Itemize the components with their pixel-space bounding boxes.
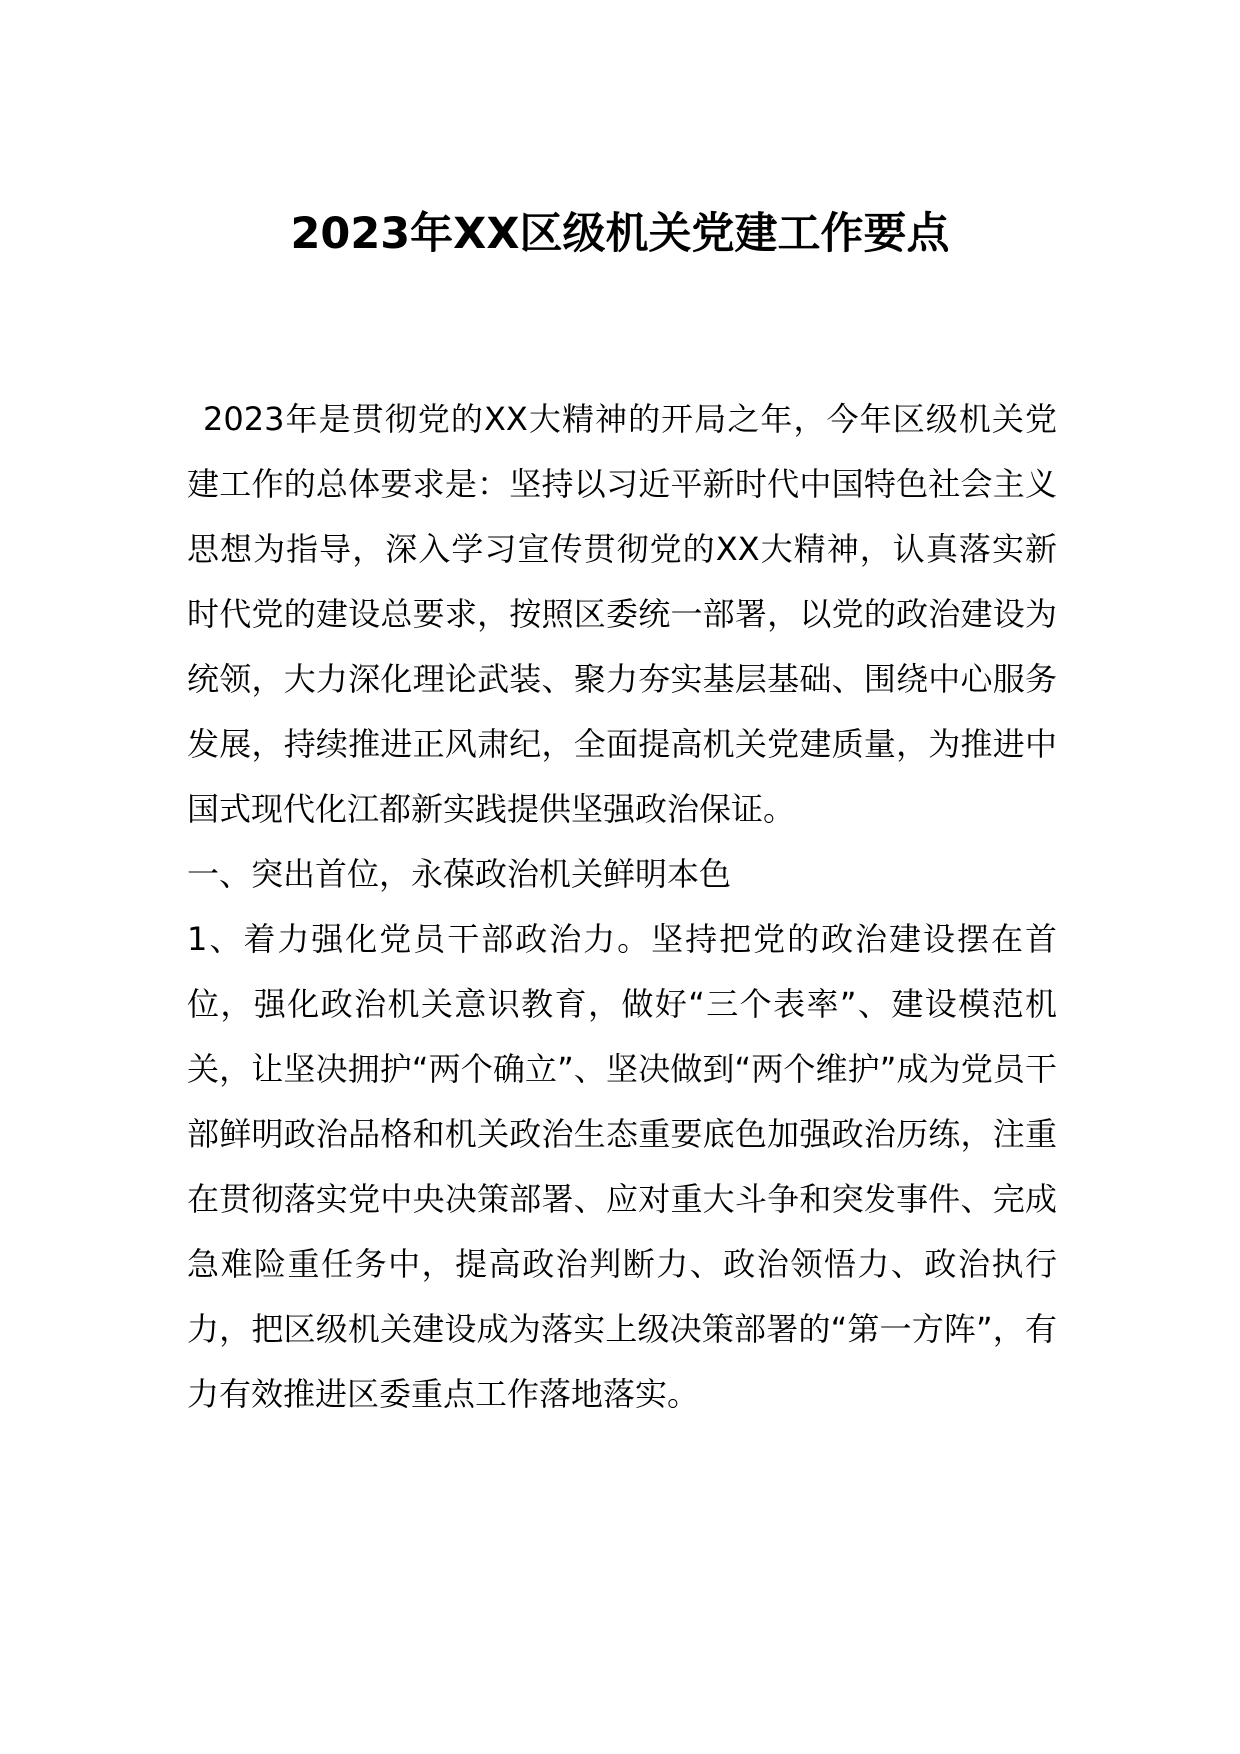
document-body (187, 387, 1057, 1427)
item-paragraph: 1、着力强化党员干部政治力。坚持把党的政治建设摆在首位，强化政治机关意识教育，做好“三个表率”、建设模范机关，让坚决拥护“两个确立”、坚决做到“两个维护”成为党员干部鲜明政治品格和机关政治生态重要底色加强政治历练，注重在贯彻落实党中央决策部署、应对重大斗争和突发事件、完成急难险重任务中，提高政治判断力、政治领悟力、政治执行力，把区级机关建设成为落实上级决策部署的“第一方阵”，有力有效推进区委重点工作落地落实。 (187, 920, 1057, 1413)
intro-paragraph: 2023年是贯彻党的XX大精神的开局之年，今年区级机关党建工作的总体要求是：坚持以习近平新时代中国特色社会主义思想为指导，深入学习宣传贯彻党的XX大精神，认真落实新时代党的建设总要求，按照区委统一部署，以党的政治建设为统领，大力深化理论武装、聚力夯实基层基础、围绕中心服务发展，持续推进正风肃纪，全面提高机关党建质量，为推进中国式现代化江都新实践提供坚强政治保证。 (187, 400, 1057, 828)
document-title: 2023年XX区级机关党建工作要点 (290, 209, 950, 259)
section-heading: 一、突出首位，永葆政治机关鲜明本色 (187, 855, 732, 893)
